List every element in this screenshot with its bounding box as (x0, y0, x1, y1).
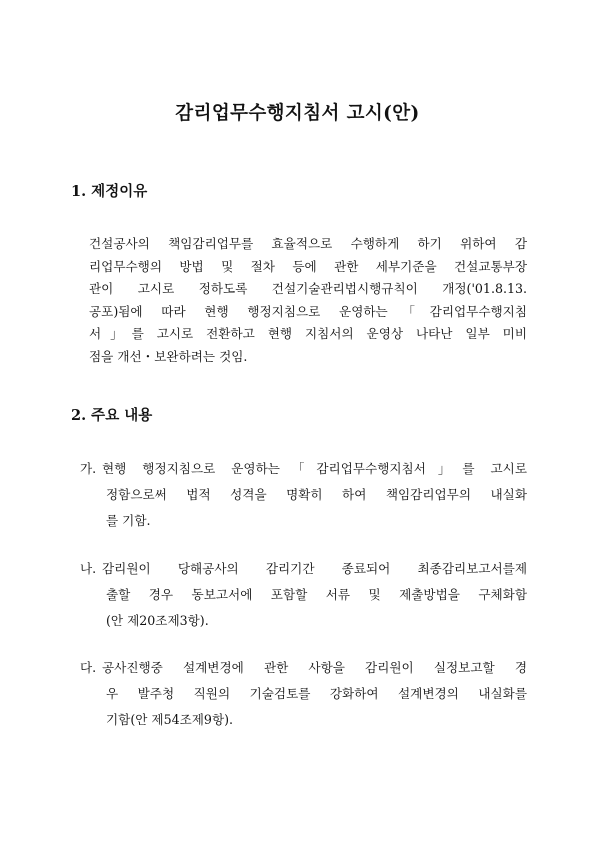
section-heading-main-content: 2. 주요 내용 (71, 407, 153, 424)
document-title: 감리업무수행지침서 고시(안) (175, 103, 420, 124)
content-item-na (80, 556, 527, 634)
content-item-ga (80, 456, 527, 534)
item-line: 정함으로써 법적 성격을 명확히 하여 책임감리업무의 내실화 (106, 487, 527, 502)
item-line: 감리원이 당해공사의 감리기간 종료되어 최종감리보고서를제 (102, 561, 527, 576)
item-line: 우 발주청 직원의 기술검토를 강화하여 설계변경의 내실화를 (106, 686, 527, 701)
item-line: 를 기함. (106, 513, 151, 528)
reason-line: 리업무수행의 방법 및 절차 등에 관한 세부기준을 건설교통부장 (89, 258, 527, 274)
item-marker: 나. (80, 561, 97, 576)
item-line: 출할 경우 동보고서에 포함할 서류 및 제출방법을 구체화함 (106, 587, 527, 602)
reason-line: 건설공사의 책임감리업무를 효율적으로 수행하게 하기 위하여 감 (89, 236, 527, 251)
item-line: 공사진행중 설계변경에 관한 사항을 감리원이 실정보고할 경 (102, 660, 527, 675)
reason-line: 서」를 고시로 전환하고 현행 지침서의 운영상 나타난 일부 미비 (89, 326, 527, 341)
item-line: 기함(안 제54조제9항). (106, 712, 234, 727)
content-item-da (80, 655, 527, 733)
reason-line: 점을 개선・보완하려는 것임. (89, 348, 248, 364)
item-marker: 다. (80, 660, 97, 675)
item-line: (안 제20조제3항). (106, 613, 209, 628)
item-marker: 가. (80, 461, 97, 476)
reason-line: 공포)됨에 따라 현행 행정지침으로 운영하는「감리업무수행지침 (89, 303, 527, 319)
reason-paragraph (80, 233, 527, 368)
section-heading-reason: 1. 제정이유 (71, 183, 148, 200)
reason-line: 관이 고시로 정하도록 건설기술관리법시행규칙이 개정('01.8.13. (89, 281, 527, 296)
item-line: 현행 행정지침으로 운영하는「감리업무수행지침서」를 고시로 (102, 461, 527, 476)
